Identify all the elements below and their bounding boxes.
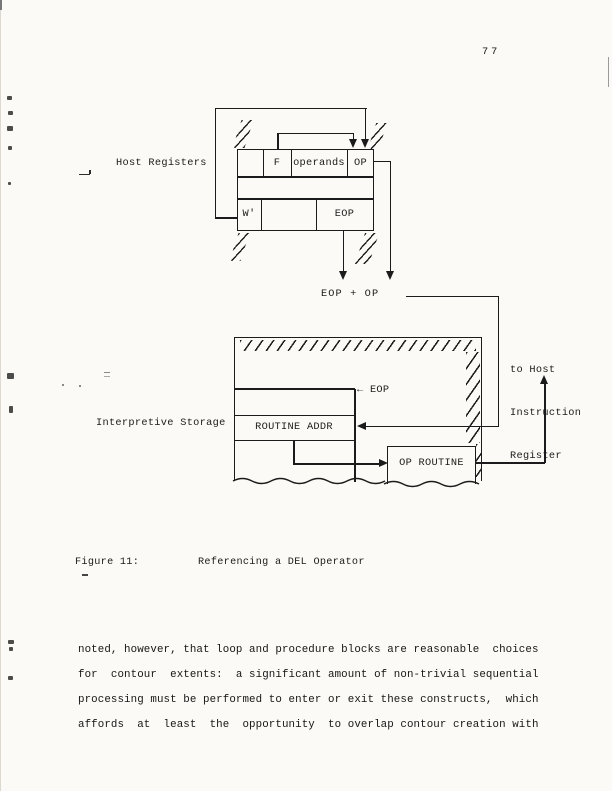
scan-speck	[8, 182, 11, 185]
arrow-down-op-icon	[386, 271, 394, 280]
arrow-down-eop-icon	[339, 271, 347, 280]
scan-speck	[7, 126, 13, 131]
hatch-mark	[368, 123, 387, 149]
hatch-mark	[355, 233, 379, 264]
host-registers-label: Host Registers	[116, 157, 207, 169]
hatch-mark	[229, 233, 249, 261]
storage-row-line	[234, 388, 355, 389]
op-drop-line	[390, 161, 391, 272]
register-row-divider	[237, 198, 374, 199]
scan-edge	[608, 57, 610, 87]
to-host-instruction-register-label	[510, 334, 581, 492]
op-routine-label: OP ROUTINE	[399, 457, 464, 469]
scan-speck	[7, 96, 12, 100]
scan-speck	[104, 376, 110, 377]
hatch-top-edge	[240, 340, 476, 351]
scan-speck	[104, 372, 110, 373]
storage-row-line	[234, 415, 355, 416]
body-text-line: affords at least the opportunity to overlap contour creation with	[78, 719, 539, 731]
scan-speck	[8, 111, 13, 115]
routine-addr-connector	[293, 463, 380, 464]
to-host-line-3: Register	[510, 450, 562, 463]
scan-speck	[9, 406, 13, 413]
scan-speck	[8, 146, 12, 150]
arrow-down-into-op-icon	[349, 139, 357, 148]
stray-pen-mark	[89, 170, 91, 175]
register-cell-f: F	[273, 157, 281, 169]
register-cell-eop: EOP	[334, 208, 355, 220]
register-cell-operands: operands	[293, 157, 345, 169]
body-text-line: noted, however, that loop and procedure blocks are reasonable choices	[78, 644, 539, 656]
hatch-mark	[232, 120, 253, 148]
to-host-line-2: Instruction	[510, 407, 582, 420]
outer-loop-line	[215, 108, 367, 109]
body-text-line: processing must be performed to enter or exit these constructs, which	[78, 694, 539, 706]
torn-bottom-edge	[232, 475, 390, 487]
figure-caption-number: Figure 11:	[75, 557, 140, 568]
torn-bottom-edge	[383, 478, 483, 490]
eop-plus-op-label: EOP + OP	[321, 288, 380, 300]
scan-edge	[0, 0, 2, 10]
scan-speck	[8, 640, 14, 644]
outer-loop-line	[365, 108, 366, 140]
inner-loop-line	[277, 133, 354, 134]
figure-caption-title: Referencing a DEL Operator	[198, 557, 365, 568]
storage-row-divider	[354, 389, 355, 482]
eop-drop-line	[343, 231, 344, 272]
scan-speck	[9, 647, 13, 651]
scan-speck	[62, 384, 64, 386]
routine-addr-connector	[293, 441, 294, 464]
hatch-right-edge	[476, 444, 481, 477]
register-cell-w: W'	[242, 208, 256, 220]
eop-op-route-line	[498, 296, 499, 427]
register-row-divider	[237, 176, 374, 177]
eop-op-route-line	[406, 296, 498, 297]
scan-edge	[0, 0, 1, 791]
inner-loop-line	[277, 133, 278, 149]
op-exit-line	[374, 161, 391, 162]
scan-speck	[82, 574, 88, 576]
scan-speck	[8, 676, 13, 680]
to-host-line-1: to Host	[510, 363, 556, 376]
body-text-line: for contour extents: a significant amount of non-trivial sequential	[78, 669, 539, 681]
routine-addr-label: ROUTINE ADDR	[255, 421, 333, 433]
register-cell-op: OP	[354, 157, 367, 169]
interpretive-storage-label: Interpretive Storage	[96, 417, 226, 429]
hatch-right-edge	[466, 352, 480, 443]
outer-loop-line	[215, 108, 216, 219]
scan-speck	[79, 385, 81, 387]
scan-speck	[7, 373, 14, 379]
page-number: 77	[482, 46, 501, 58]
outer-loop-line	[215, 217, 237, 218]
eop-pointer-label: ← EOP	[357, 384, 390, 396]
